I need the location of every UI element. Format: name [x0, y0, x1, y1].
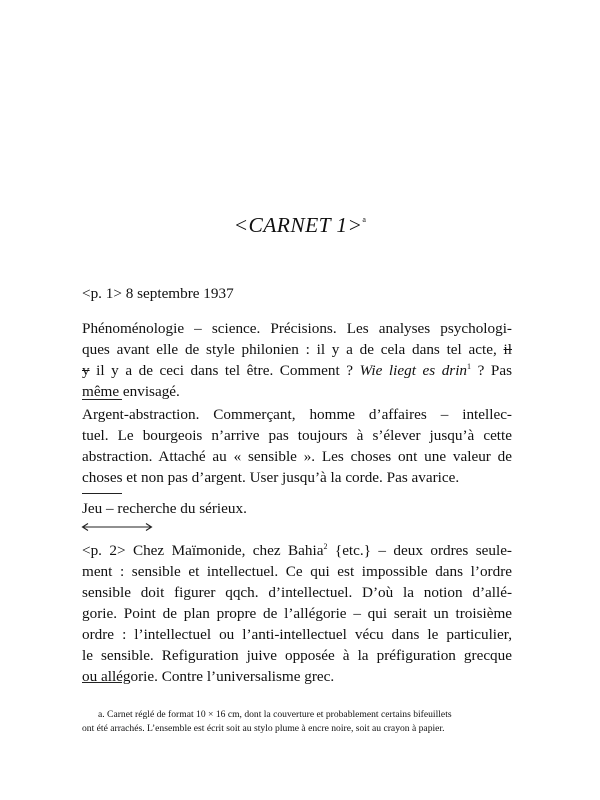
- double-arrow-icon: [80, 522, 154, 532]
- para4-line4: gorie. Point de plan propre de l’allégorie – qui serait un troisième: [82, 605, 512, 622]
- para4-line1-text: <p. 2> Chez Maïmonide, chez Bahia: [82, 542, 324, 559]
- struck-word-il: il: [503, 341, 512, 358]
- para1-line2: [82, 339, 512, 360]
- para1-line2-text: ques avant elle de style philonien : il y a de cela dans tel acte,: [82, 341, 504, 358]
- para2-line1: Argent-abstraction. Commerçant, homme d’affaires – intellec-: [82, 406, 512, 423]
- para1-line4: même envisagé.: [82, 383, 180, 400]
- german-phrase: Wie liegt es drin: [359, 362, 468, 379]
- footnote-ref-2: 2: [323, 541, 328, 551]
- section-divider: [82, 493, 122, 494]
- paragraph-phenomenology: [82, 318, 512, 402]
- title-text: <CARNET 1>: [233, 213, 363, 237]
- page-title: [0, 213, 600, 238]
- footnote-line2: ont été arrachés. L’ensemble est écrit soit au stylo plume à encre noire, soit au crayon à papier.: [82, 723, 445, 734]
- para4-line5: ordre : l’intellectuel ou l’anti-intellectuel vécu dans le particulier,: [82, 626, 512, 643]
- paragraph-jeu: [82, 498, 512, 519]
- struck-word-y: y: [82, 362, 90, 379]
- para4-line2: ment : sensible et intellectuel. Ce qui est impossible dans l’ordre: [82, 563, 512, 580]
- para2-line3: abstraction. Attaché au « sensible ». Les choses ont une valeur de: [82, 448, 512, 465]
- para1-line1: Phénoménologie – science. Précisions. Les analyses psychologi-: [82, 320, 512, 337]
- para4-line1-end: {etc.} – deux ordres seule-: [327, 542, 512, 559]
- para4-line3: sensible doit figurer qqch. d’intellectuel. D’où la notion d’allé-: [82, 584, 512, 601]
- footnote-line1: a. Carnet réglé de format 10 × 16 cm, dont la couverture et probablement certains bifeuillets: [98, 709, 452, 720]
- entry-date: <p. 1> 8 septembre 1937: [82, 285, 234, 302]
- para2-line2: tuel. Le bourgeois n’arrive pas toujours à s’élever jusqu’à cette: [82, 427, 512, 444]
- footnote-ref-1: 1: [467, 361, 472, 371]
- para1-line3-end: ? Pas: [471, 362, 512, 379]
- section-divider: [82, 399, 122, 400]
- para4-line1: [82, 540, 512, 561]
- para4-line6: le sensible. Refiguration juive opposée à la préfiguration grecque: [82, 647, 512, 664]
- paragraph-argent: [82, 404, 512, 488]
- entry-heading: [82, 283, 512, 304]
- para3-line1: Jeu – recherche du sérieux.: [82, 500, 247, 517]
- para2-line4: choses et non pas d’argent. User jusqu’à la corde. Pas avarice.: [82, 469, 460, 486]
- title-note-marker: a: [362, 214, 367, 224]
- section-divider: [82, 682, 122, 683]
- para4-line7: ou allégorie. Contre l’universalisme grec.: [82, 668, 335, 685]
- paragraph-maimonide: [82, 540, 512, 687]
- para1-line3-text: il y a de ceci dans tel être. Comment ?: [89, 362, 360, 379]
- para1-line3: [82, 360, 512, 381]
- footnote: [82, 708, 512, 736]
